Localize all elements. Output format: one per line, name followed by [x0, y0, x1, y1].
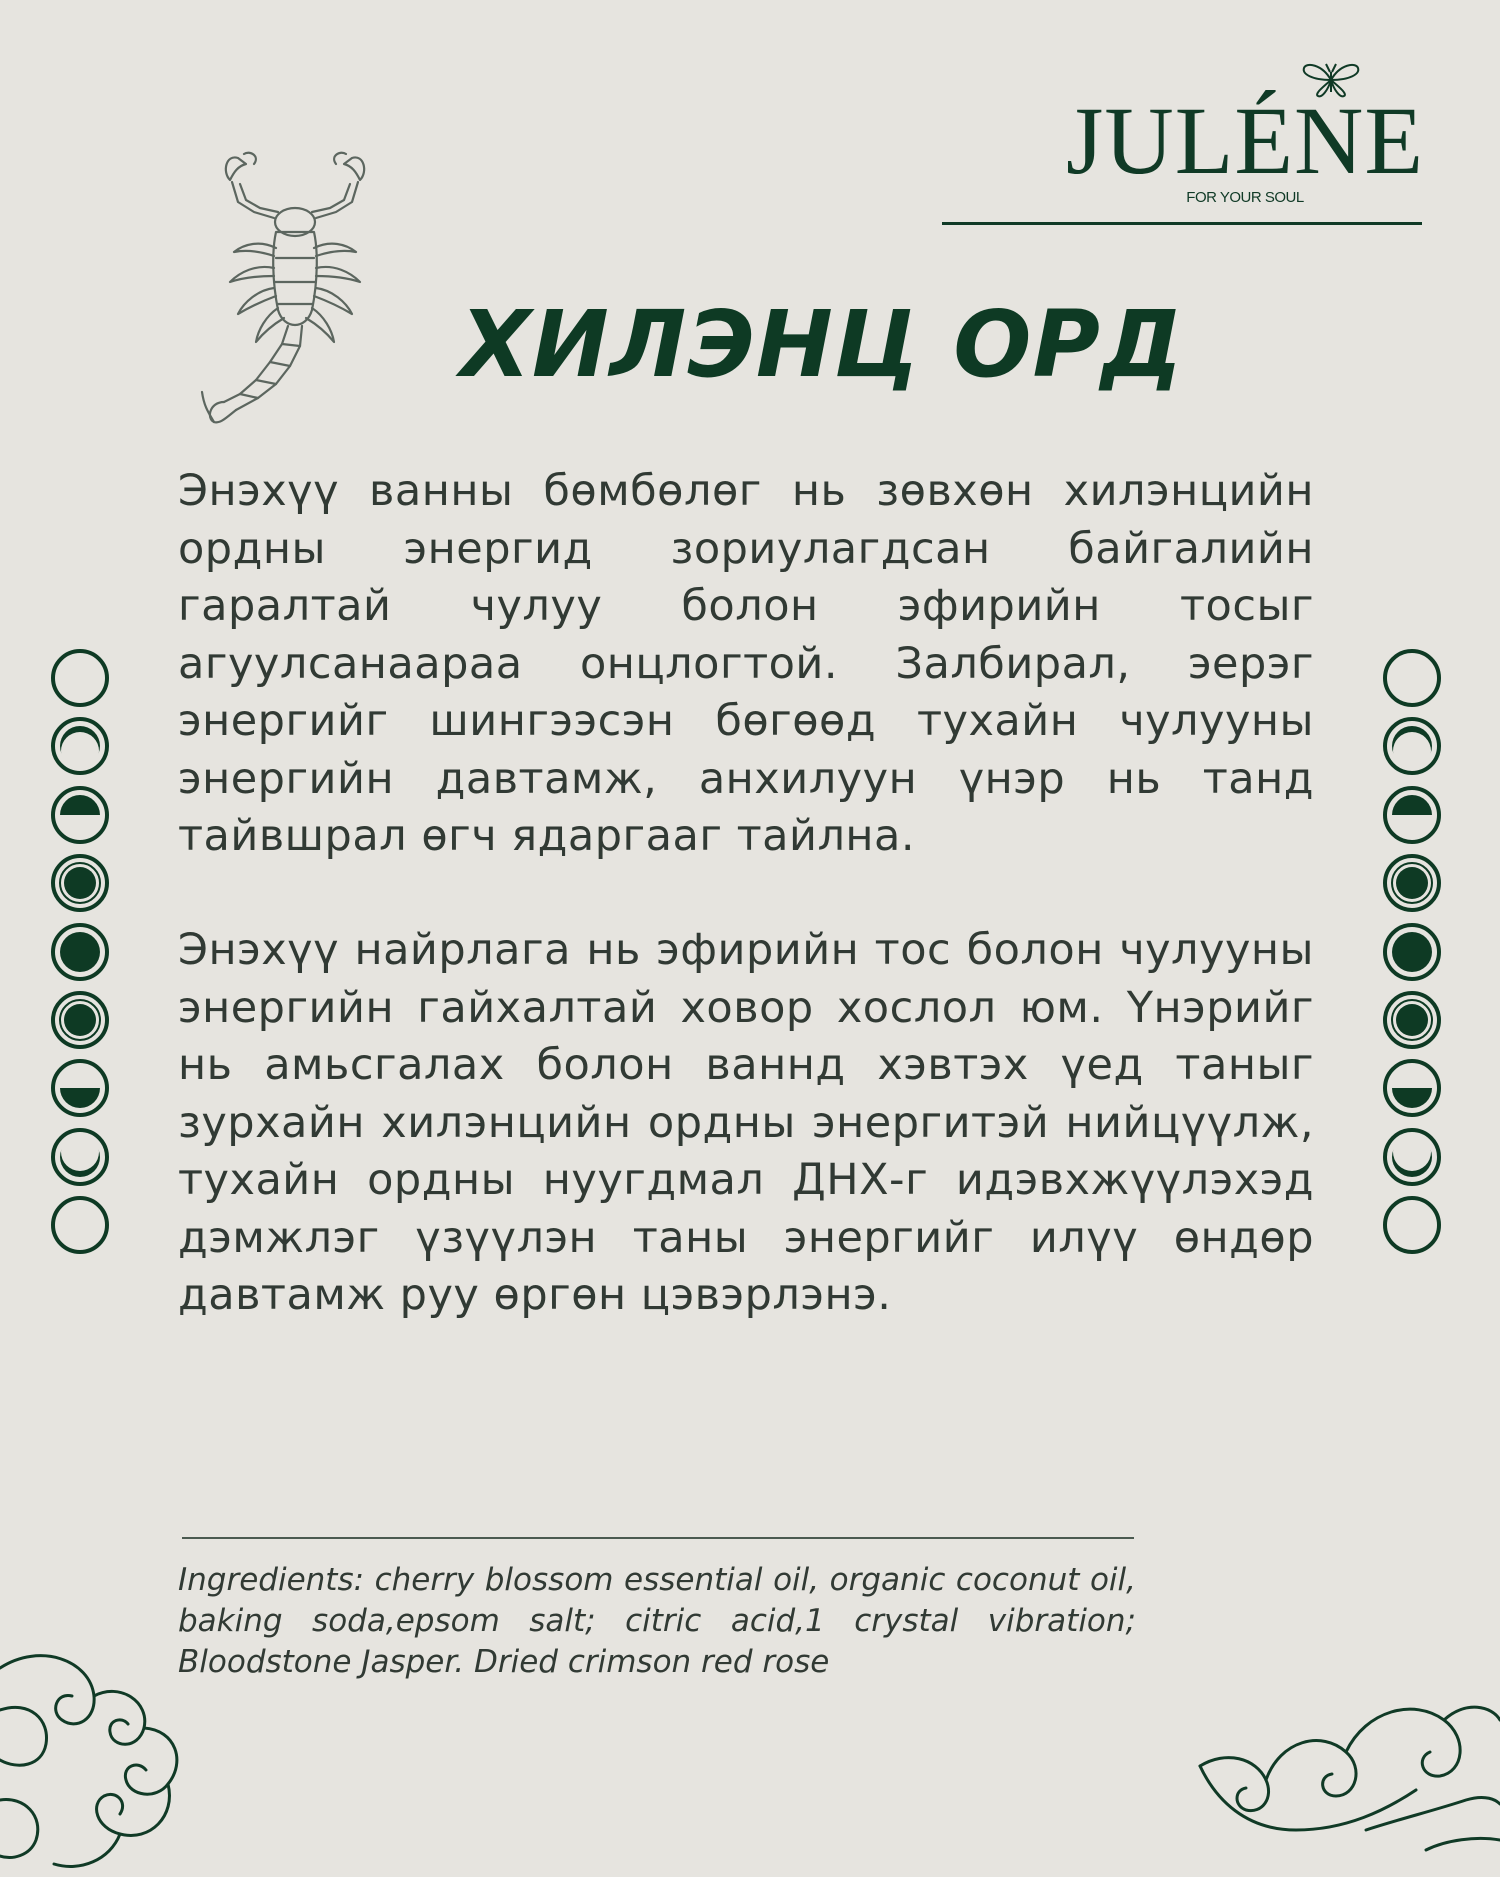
brand-divider	[942, 222, 1422, 225]
waning-crescent-icon	[1380, 1125, 1444, 1189]
new-moon-icon	[1380, 646, 1444, 710]
waxing-crescent-icon	[48, 714, 112, 778]
waxing-gibbous-icon	[48, 851, 112, 915]
moon-phases-right	[1380, 646, 1444, 1262]
full-moon-icon	[1380, 920, 1444, 984]
full-moon-icon	[48, 920, 112, 984]
waning-gibbous-icon	[48, 988, 112, 1052]
last-quarter-icon	[1380, 1056, 1444, 1120]
new-moon-icon	[48, 646, 112, 710]
waxing-crescent-icon	[1380, 714, 1444, 778]
ingredients-text: Ingredients: cherry blossom essential oil, organic coconut oil, baking soda,epsom salt; citric acid,1 crystal vibration; Bloodstone Jasper. Dried crimson red rose	[178, 1562, 1136, 1680]
first-quarter-icon	[48, 783, 112, 847]
cloud-icon	[1196, 1680, 1500, 1877]
last-quarter-icon	[48, 1056, 112, 1120]
moon-phases-left	[48, 646, 112, 1262]
brand-tagline: FOR YOUR SOUL	[1186, 189, 1304, 206]
brand-name: JULÉNE	[1066, 87, 1424, 194]
waxing-gibbous-icon	[1380, 851, 1444, 915]
ingredients-divider	[182, 1537, 1134, 1539]
scorpion-icon	[200, 140, 400, 440]
waning-crescent-icon	[48, 1125, 112, 1189]
page-title: ХИЛЭНЦ ОРД	[460, 291, 1184, 398]
first-quarter-icon	[1380, 783, 1444, 847]
waning-gibbous-icon	[1380, 988, 1444, 1052]
new-moon-icon	[1380, 1193, 1444, 1257]
new-moon-icon	[48, 1193, 112, 1257]
description-paragraph: Энэхүү ванны бөмбөлөг нь зөвхөн хилэнцийн ордны энергид зориулагдсан байгалийн гаралтай чулуу болон эфирийн тосыг агуулсанаараа онцлогтой. Залбирал, эерэг энергийг шингээсэн бөгөөд тухайн чулууны энергийн давтамж, анхилуун үнэр нь танд тайвшрал өгч ядаргааг тайлна.	[178, 466, 1314, 861]
description-paragraph: Энэхүү найрлага нь эфирийн тос болон чулууны энергийн гайхалтай ховор хослол юм. Үнэрийг нь амьсгалах болон ваннд хэвтэх үед таныг зурхайн хилэнцийн ордны энергитэй нийцүүлж, тухайн ордны нуугдмал ДНХ-г идэвхжүүлэхэд дэмжлэг үзүүлэн таны энергийг илүү өндөр давтамж руу өргөн цэвэрлэнэ.	[178, 925, 1314, 1320]
brand-logo	[1060, 87, 1430, 206]
cloud-icon	[0, 1620, 200, 1877]
